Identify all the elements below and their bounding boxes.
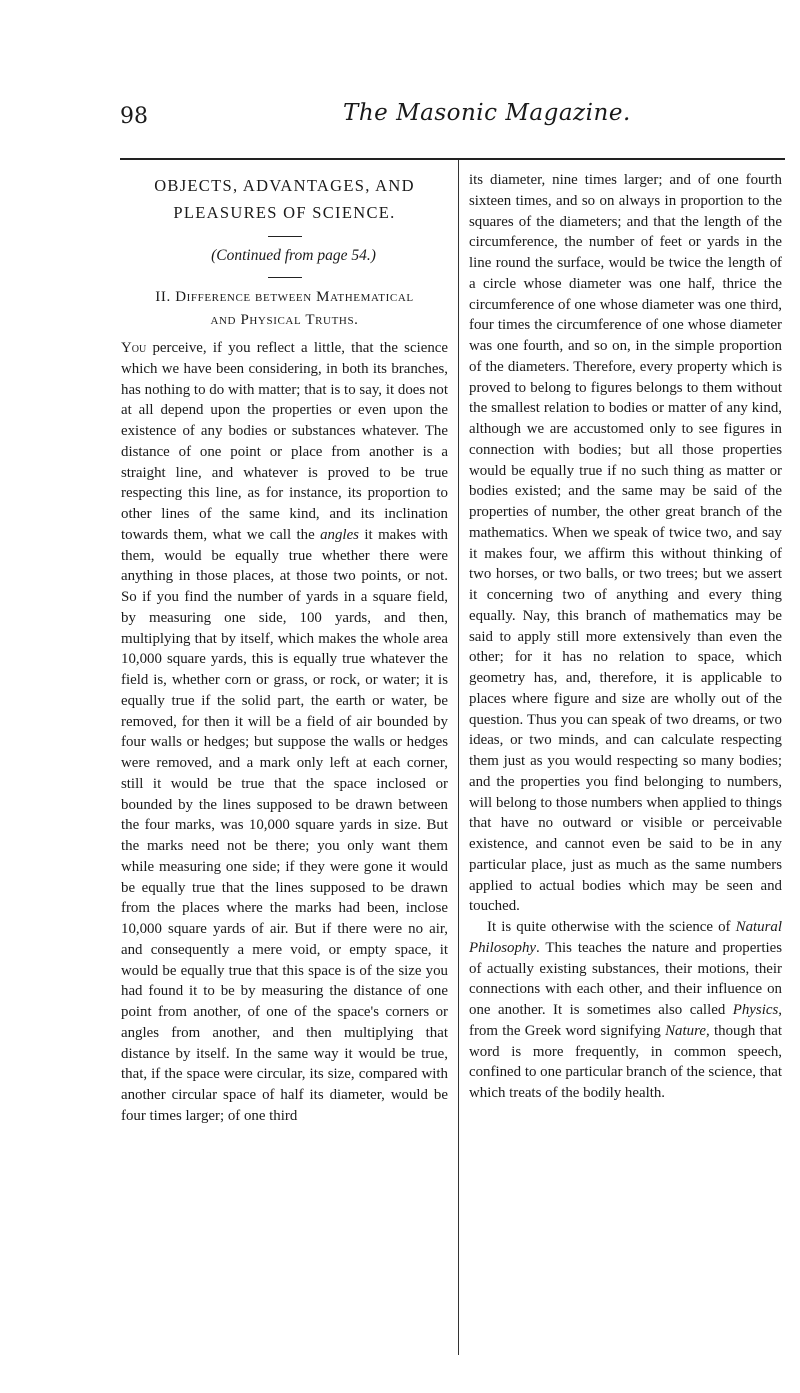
article-title-line1: OBJECTS, ADVANTAGES, AND [154,176,415,195]
title-rule [268,236,302,237]
left-paragraph-text-b: it makes with them, would be equally true whether there were anything in those places, at those two points, or not. So if you find the number of yards in a square field, by measuring one side, 100 yards, and then, multiplying that by itself, which makes the whole area 10,000 square yards, this is equally true whatever the field is, whether corn or grass, or rock, or water; it is equally true if the solid part, the earth or water, be removed, for then it will be a field of air bounded by four walls or hedges; but suppose the walls or hedges were removed, and a mark only left at each corner, still it would be true that the space inclosed or bounded by the lines supposed to be drawn between the four marks, was 10,000 square yards in size. But the marks need not be there; you only want them while measuring one side; if they were gone it would be equally true that the lines supposed to be drawn from the places where the marks had been, inclose 10,000 square yards of air. But if there were no air, and consequently a mere void, or empty space, it would be equally true that this space is of the size you had found it to be by measuring the distance of one point from another, of one of the space's corners or angles from another, and then multiplying that distance by itself. In the same way it would be true, that, if the space were circular, its size, compared with another circular space of half its diameter, would be four times larger; of one third [121,526,448,1124]
paragraph-opening-word: You [121,340,147,356]
right-paragraph-2-text-c: , from the Greek word signifying [469,1002,782,1039]
left-paragraph [121,338,448,1127]
angles-italic: angles [320,526,359,543]
nature-italic: Nature [665,1022,706,1039]
right-paragraph-2-text-d: , though that word is more frequently, in common speech, confined to one particular branch of the science, that which treats of the bodily health. [469,1022,782,1101]
natural-philosophy-italic: Natural Philosophy [469,919,782,956]
right-paragraph-2 [469,917,782,1104]
section-title-line2: and Physical Truths. [210,312,359,328]
section-heading [121,286,448,332]
physics-italic: Physics [732,1002,779,1018]
right-paragraph-2-text-a: It is quite otherwise with the science of [487,919,736,935]
header-rule [120,158,785,160]
left-column [121,172,448,1127]
right-paragraph-2-text-b: . This teaches the nature and properties of actually existing substances, their motions, their connections with each other, and their influence on one another. It is sometimes also called [469,939,782,1018]
section-number: II. [155,289,171,305]
right-paragraph-1: its diameter, nine times larger; and of one fourth sixteen times, and so on always in proportion to the squares of the diameters; and that the length of the circumference, the number of feet or yards in the line round the surface, would be twice the length of a circle whose diameter was one half, thrice the circumference of one whose diameter was one third, four times the circumference of one whose diameter was one fourth, and so on, in the simple proportion of the diameters. Therefore, every property which is proved to belong to figures belongs to them without the smallest relation to bodies or matter of any kind, although we are accustomed only to see figures in connection with bodies; but all those properties would be equally true if no such thing as matter or bodies existed; and the same may be said of the properties of number, the other great branch of the mathematics. When we speak of twice two, and say it makes four, we affirm this without thinking of two horses, or two balls, or two trees; but we assert it concerning two of anything and every thing equally. Nay, this branch of mathematics may be said to apply still more extensively than even the other; for it has no relation to space, which geometry has, and, therefore, it is applicable to places where figure and size are wholly out of the question. Thus you can speak of two dreams, or two ideas, or two minds, and can calculate respecting them just as you would respecting so many bodies; and the properties you find belonging to numbers, will belong to those numbers when applied to things that have no outward or visible or perceivable existence, and cannot even be said to be in any particular place, just as much as the same numbers applied to actual bodies which may be seen and touched. [469,172,782,915]
continued-rule [268,277,302,278]
column-divider [458,160,459,1355]
right-column [469,170,782,1104]
left-paragraph-text-a: perceive, if you reflect a little, that the science which we have been considering, in both its branches, has nothing to do with matter; that is to say, it does not at all depend upon the properties or even upon the existence of any bodies or substances whatever. The distance of one point or place from another is a straight line, and whatever is proved to be true respecting this line, as for instance, its proportion to other lines of the same kind, and its inclination towards them, what we call the [121,340,448,543]
article-title [121,172,448,226]
section-title-line1: Difference between Mathematical [175,289,414,305]
running-title: The Masonic Magazine. [343,100,631,126]
continued-note: (Continued from page 54.) [211,247,376,264]
page-header [0,0,800,140]
article-title-line2: PLEASURES OF SCIENCE. [173,203,396,222]
page-number: 98 [120,104,148,129]
